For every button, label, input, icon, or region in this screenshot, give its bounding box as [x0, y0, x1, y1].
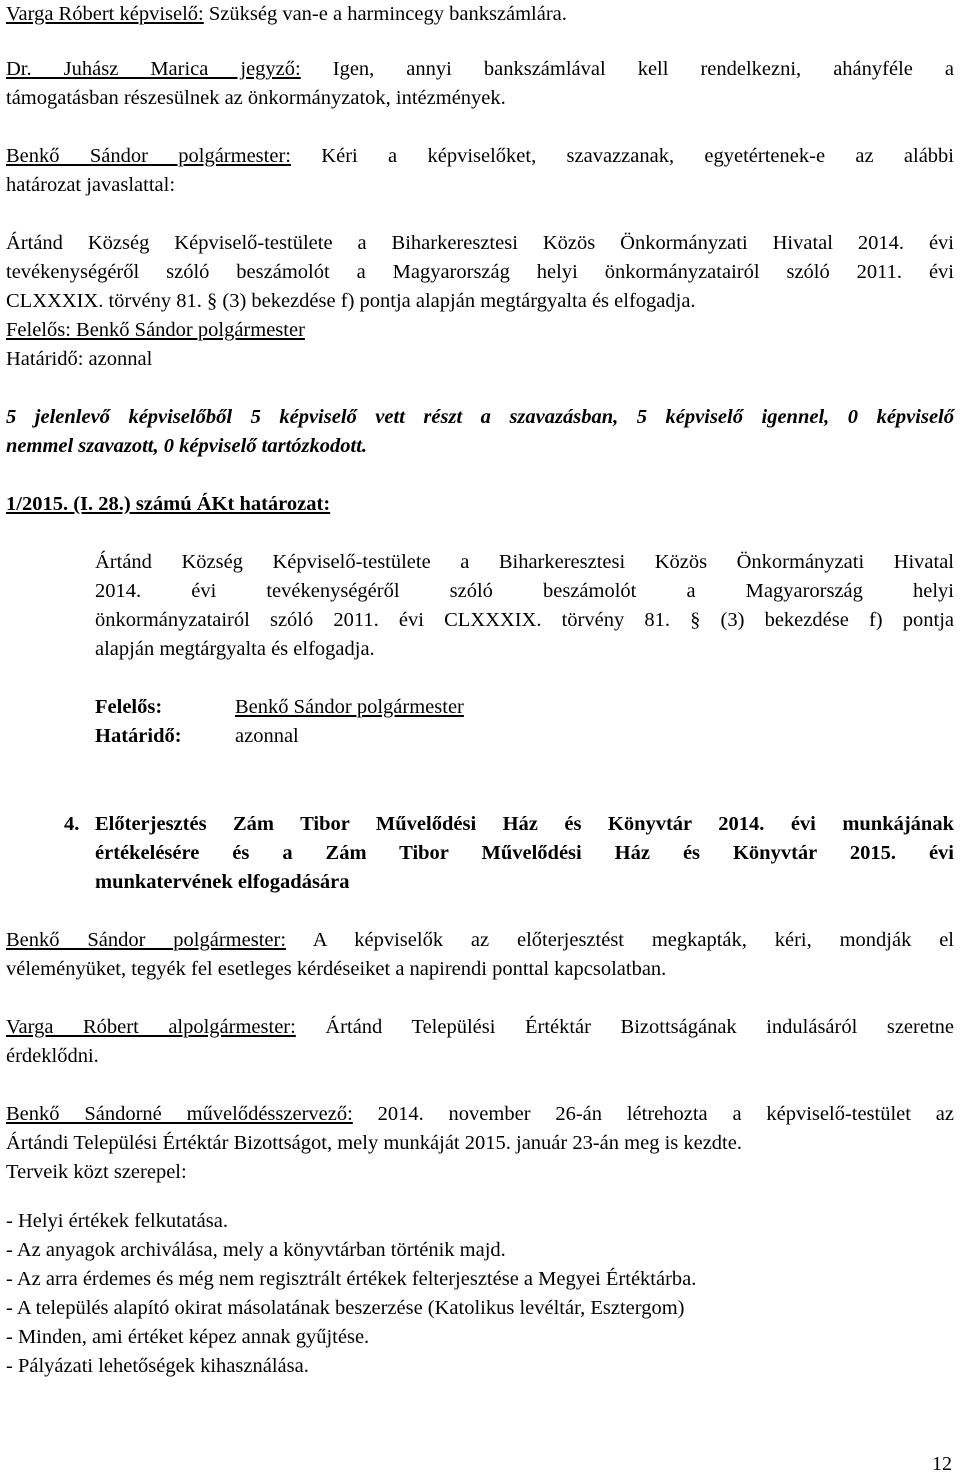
resolution-line-4: alapján megtárgyalta és elfogadja. — [95, 638, 375, 660]
list-item: - Helyi értékek felkutatása. — [6, 1210, 228, 1232]
statement-juhasz — [6, 55, 954, 84]
statement-text: Kéri a képviselőket, szavazzanak, egyetértenek-e az alábbi — [290, 145, 954, 167]
list-item: - Az anyagok archiválása, mely a könyvtárban történik majd. — [6, 1239, 506, 1261]
deadline-value: azonnal — [235, 725, 299, 747]
resolution-line-3: önkormányzatairól szóló 2011. évi CLXXXIX. törvény 81. § (3) bekezdése f) pontja — [95, 609, 954, 631]
speaker-name: Dr. Juhász Marica jegyző: — [6, 58, 301, 80]
statement-varga-2-cont: érdeklődni. — [6, 1045, 99, 1067]
proposal-line-1: Ártánd Község Képviselő-testülete a Biharkeresztesi Közös Önkormányzati Hivatal 2014. évi — [6, 232, 954, 254]
proposal-line-3: CLXXXIX. törvény 81. § (3) bekezdése f) pontja alapján megtárgyalta és elfogadja. — [6, 290, 696, 312]
list-item: - Pályázati lehetőségek kihasználása. — [6, 1355, 309, 1377]
vote-result-line-1: 5 jelenlevő képviselőből 5 képviselő vett részt a szavazásban, 5 képviselő igennel, 0 képviselő — [6, 406, 954, 428]
statement-benko-2 — [6, 926, 954, 955]
statement-benkone-cont-2: Terveik közt szerepel: — [6, 1161, 187, 1183]
statement-benkone — [6, 1100, 954, 1129]
statement-benkone-cont-1: Ártándi Települési Értéktár Bizottságot, mely munkáját 2015. január 23-án meg is kezdte. — [6, 1132, 742, 1154]
statement-benko-2-cont: véleményüket, tegyék fel esetleges kérdéseiket a napirendi ponttal kapcsolatban. — [6, 958, 667, 980]
resolution-title: 1/2015. (I. 28.) számú ÁKt határozat: — [6, 493, 331, 515]
speaker-name: Varga Róbert képviselő: — [6, 3, 204, 25]
proposal-line-2: tevékenységéről szóló beszámolót a Magyarország helyi önkormányzatairól szóló 2011. évi — [6, 261, 954, 283]
statement-text: A képviselők az előterjesztést megkapták, kéri, mondják el — [286, 929, 954, 951]
resolution-line-2: 2014. évi tevékenységéről szóló beszámolót a Magyarország helyi — [95, 580, 954, 602]
vote-result-line-2: nemmel szavazott, 0 képviselő tartózkodott. — [6, 435, 368, 457]
agenda-heading-line-3: munkatervének elfogadására — [95, 871, 350, 893]
speaker-name: Benkő Sándorné művelődésszervező: — [6, 1103, 353, 1125]
statement-varga-2 — [6, 1013, 954, 1042]
list-item: - Minden, ami értéket képez annak gyűjtése. — [6, 1326, 370, 1348]
agenda-heading-line-2: értékelésére és a Zám Tibor Művelődési Ház és Könyvtár 2015. évi — [95, 842, 954, 864]
speaker-name: Benkő Sándor polgármester: — [6, 929, 287, 951]
responsible-value: Benkő Sándor polgármester — [235, 696, 464, 718]
page-number: 12 — [932, 1453, 952, 1475]
proposal-responsible: Felelős: Benkő Sándor polgármester — [6, 319, 305, 341]
statement-text: 2014. november 26-án létrehozta a képviselő-testület az — [352, 1103, 954, 1125]
speaker-name: Varga Róbert alpolgármester: — [6, 1016, 296, 1038]
resolution-line-1: Ártánd Község Képviselő-testülete a Biharkeresztesi Közös Önkormányzati Hivatal — [95, 551, 954, 573]
list-item: - Az arra érdemes és még nem regisztrált értékek felterjesztése a Megyei Értéktárba. — [6, 1268, 697, 1290]
statement-text: Igen, annyi bankszámlával kell rendelkezni, ahányféle a — [300, 58, 954, 80]
statement-text: Ártánd Települési Értéktár Bizottságának indulásáról szeretne — [295, 1016, 954, 1038]
proposal-deadline: Határidő: azonnal — [6, 348, 153, 370]
resolution-responsible — [95, 693, 954, 722]
agenda-heading-line-1: Előterjesztés Zám Tibor Művelődési Ház és Könyvtár 2014. évi munkájának — [95, 813, 954, 835]
statement-juhasz-cont: támogatásban részesülnek az önkormányzatok, intézmények. — [6, 87, 506, 109]
statement-varga — [6, 0, 954, 29]
statement-benko — [6, 142, 954, 171]
resolution-deadline — [95, 722, 954, 751]
statement-text: Szükség van-e a harmincegy bankszámlára. — [203, 3, 567, 25]
speaker-name: Benkő Sándor polgármester: — [6, 145, 291, 167]
responsible-label: Felelős: — [95, 696, 163, 718]
list-item: - A település alapító okirat másolatának beszerzése (Katolikus levéltár, Esztergom) — [6, 1297, 685, 1319]
deadline-label: Határidő: — [95, 725, 182, 747]
statement-benko-cont: határozat javaslattal: — [6, 174, 176, 196]
agenda-number: 4. — [64, 813, 80, 835]
